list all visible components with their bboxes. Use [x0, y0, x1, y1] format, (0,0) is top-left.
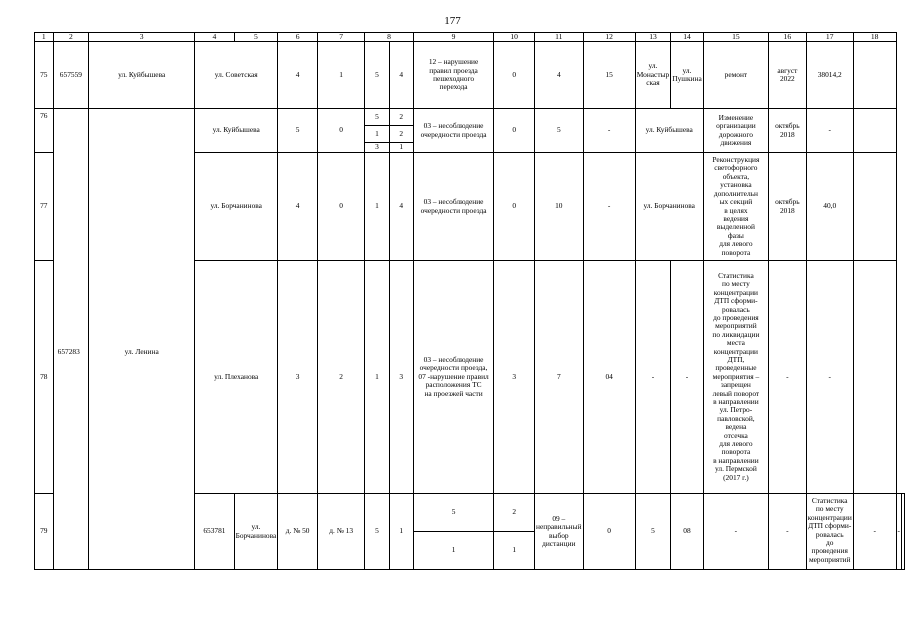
cell-14: -: [769, 494, 807, 570]
cost: -: [806, 109, 853, 153]
measure: Реконструкция светофорного объекта, установка дополнительн ых секций в целях ведения выделенной фазы для левого поворота: [703, 153, 768, 261]
cross-street: ул. Плеханова: [195, 261, 278, 494]
cell-8b: 1: [494, 532, 535, 570]
row-number: 78: [35, 261, 54, 494]
header-cell: 16: [769, 33, 807, 42]
measure: Статистика по месту концентрации ДТП сформи- ровалась до проведения мероприятий по ликвидации места концентрации ДТП, проведенные мероприятия – запрещен левый поворот в направлении ул. Петро- павловской, ведена отсечка для левого поворота в направлении ул. Пермской (2017 г.): [703, 261, 768, 494]
cost: -: [896, 494, 901, 570]
cell-18: [902, 494, 905, 570]
cell-14: -: [671, 261, 704, 494]
cell-13: -: [635, 261, 671, 494]
cell-12: 04: [583, 261, 635, 494]
header-cell: 3: [89, 33, 195, 42]
violation-reason: 03 – несоблюдение очередности проезда: [413, 153, 494, 261]
cell-13: -: [703, 494, 768, 570]
accident-table: [34, 32, 905, 570]
cell-7: 1: [389, 494, 413, 570]
header-cell: 15: [703, 33, 768, 42]
cross-street: ул. Советская: [195, 42, 278, 109]
header-cell: 4: [195, 33, 234, 42]
cell-11: 7: [535, 261, 584, 494]
cell-11: 10: [535, 153, 584, 261]
header-cell: 18: [853, 33, 896, 42]
cell-8a: 1: [365, 153, 389, 261]
cell-8b: 3: [389, 261, 413, 494]
road-code: 657559: [53, 42, 89, 109]
cell-14: ул. Пушкина: [671, 42, 704, 109]
cell-10: 0: [494, 42, 535, 109]
violation-reason: 09 – неправильный выбор дистанции: [535, 494, 584, 570]
cell-8b: 2: [389, 126, 413, 143]
violation-reason: 03 – несоблюдение очередности проезда: [413, 109, 494, 153]
cell-18: [853, 153, 896, 261]
cell-13-14: ул. Борчанинова: [635, 153, 703, 261]
cell-10: 0: [494, 153, 535, 261]
row-number: 77: [35, 153, 54, 261]
deadline: август 2022: [769, 42, 807, 109]
measure: Статистика по месту концентрации ДТП сформи- ровалась до проведения мероприятий: [806, 494, 853, 570]
street-name: ул. Куйбышева: [89, 42, 195, 109]
cell-10: 3: [494, 261, 535, 494]
cell-6: 5: [365, 494, 389, 570]
cell-10: 0: [494, 109, 535, 153]
cell-8b: 1: [389, 143, 413, 153]
header-cell: 11: [535, 33, 584, 42]
cell-6: 4: [278, 42, 318, 109]
page-number: 177: [444, 15, 461, 27]
cell-8a: 1: [365, 126, 389, 143]
cell-18: [853, 109, 896, 153]
header-cell: 10: [494, 33, 535, 42]
deadline: -: [853, 494, 896, 570]
cost: 40,0: [806, 153, 853, 261]
measure: ремонт: [703, 42, 768, 109]
cell-10: 0: [583, 494, 635, 570]
header-cell: 17: [806, 33, 853, 42]
deadline: октябрь 2018: [769, 109, 807, 153]
cell-18: [853, 261, 896, 494]
cell-6: 3: [278, 261, 318, 494]
violation-reason: 12 – нарушение правил проезда пешеходного перехода: [413, 42, 494, 109]
cell-8a: 5: [365, 42, 389, 109]
header-cell: 13: [635, 33, 671, 42]
road-code: [53, 109, 89, 570]
header-cell: 12: [583, 33, 635, 42]
header-cell: 6: [278, 33, 318, 42]
cell-12: 15: [583, 42, 635, 109]
header-cell: 1: [35, 33, 54, 42]
road-code: 653781: [195, 494, 234, 570]
measure: Изменение организации дорожного движения: [703, 109, 768, 153]
header-cell: 2: [53, 33, 89, 42]
cost: -: [806, 261, 853, 494]
cell-8a: 5: [413, 494, 494, 532]
cell-7: 2: [317, 261, 364, 494]
street-name: [89, 109, 195, 570]
header-cell: 9: [413, 33, 494, 42]
cost: 38014,2: [806, 42, 853, 109]
header-row: [35, 33, 905, 42]
row-number: 79: [35, 494, 54, 570]
street-name: ул. Ленина: [124, 347, 159, 357]
cell-8a: 1: [365, 261, 389, 494]
table-row: [35, 109, 905, 126]
cell-13-14: ул. Куйбышева: [635, 109, 703, 153]
cell-12: -: [583, 153, 635, 261]
road-code: 657283: [57, 347, 80, 357]
house-to: д. № 13: [317, 494, 364, 570]
cell-7: 0: [317, 109, 364, 153]
house-from: д. № 50: [278, 494, 318, 570]
cross-street: ул. Борчанинова: [195, 153, 278, 261]
cell-7: 0: [317, 153, 364, 261]
cell-6: 4: [278, 153, 318, 261]
cell-12: -: [583, 109, 635, 153]
cell-6: 5: [278, 109, 318, 153]
deadline: октябрь 2018: [769, 153, 807, 261]
cell-8a: 3: [365, 143, 389, 153]
cell-8b: 2: [389, 109, 413, 126]
row-number: 75: [35, 42, 54, 109]
cell-11: 5: [635, 494, 671, 570]
deadline: -: [769, 261, 807, 494]
header-cell: 7: [317, 33, 364, 42]
cell-8a: 1: [413, 532, 494, 570]
cell-12: 08: [671, 494, 704, 570]
table-row: [35, 42, 905, 109]
header-cell: 14: [671, 33, 704, 42]
cell-8b: 2: [494, 494, 535, 532]
cell-11: 4: [535, 42, 584, 109]
header-cell: 8: [365, 33, 413, 42]
cell-13: ул. Монастыр ская: [635, 42, 671, 109]
cross-street: ул. Куйбышева: [195, 109, 278, 153]
street-name: ул. Борчанинова: [234, 494, 278, 570]
cell-8a: 5: [365, 109, 389, 126]
row-number: 76: [35, 109, 54, 153]
cell-7: 1: [317, 42, 364, 109]
violation-reason: 03 – несоблюдение очередности проезда, 07 -нарушение правил расположения ТС на проезжей части: [413, 261, 494, 494]
cell-11: 5: [535, 109, 584, 153]
cell-18: [853, 42, 896, 109]
header-cell: 5: [234, 33, 278, 42]
cell-8b: 4: [389, 153, 413, 261]
cell-8b: 4: [389, 42, 413, 109]
